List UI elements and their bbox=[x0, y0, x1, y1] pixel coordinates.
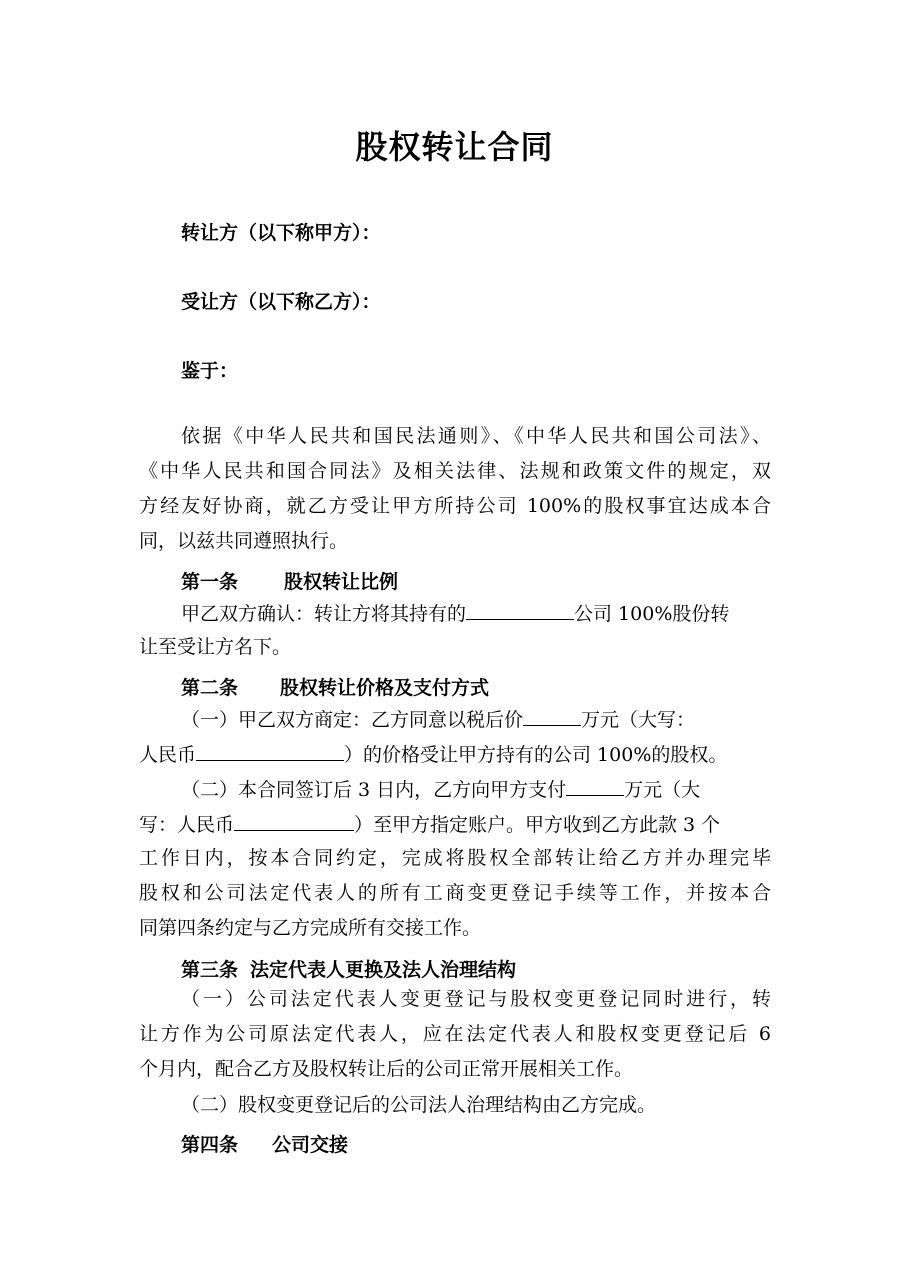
text-run: （一）甲乙双方商定：乙方同意以税后价 bbox=[181, 709, 524, 731]
article-2-heading bbox=[181, 673, 489, 700]
article-title: 公司交接 bbox=[272, 1134, 349, 1156]
text-run: （二）本合同签订后 3 日内，乙方向甲方支付 bbox=[181, 779, 567, 801]
article-3-line: 让方作为公司原法定代表人，应在法定代表人和股权变更登记后 6 bbox=[139, 1023, 771, 1045]
article-3-line: （一）公司法定代表人变更登记与股权变更登记同时进行，转 bbox=[181, 988, 771, 1010]
text-run: ）的价格受让甲方持有的公司 100%的股权。 bbox=[344, 744, 728, 766]
article-title: 股权转让比例 bbox=[284, 571, 399, 593]
text-run: 公司 100%股份转 bbox=[574, 603, 730, 625]
article-1-line: 让至受让方名下。 bbox=[139, 636, 292, 658]
text-run: 甲乙双方确认：转让方将其持有的 bbox=[181, 603, 467, 625]
payment-amount-blank[interactable] bbox=[566, 779, 624, 796]
article-1-heading bbox=[181, 567, 398, 594]
text-run: 人民币 bbox=[139, 744, 197, 766]
whereas-label: 鉴于： bbox=[181, 360, 239, 382]
transferee-label: 受让方（以下称乙方）： bbox=[181, 291, 381, 313]
article-title: 股权转让价格及支付方式 bbox=[280, 677, 490, 699]
preamble-line: 同，以兹共同遵照执行。 bbox=[139, 530, 349, 552]
article-2-line: 同第四条约定与乙方完成所有交接工作。 bbox=[139, 917, 482, 939]
article-3-heading bbox=[181, 955, 516, 982]
article-3-line: 个月内，配合乙方及股权转让后的公司正常开展相关工作。 bbox=[139, 1058, 634, 1080]
article-4-heading bbox=[181, 1130, 348, 1157]
article-1-line bbox=[181, 603, 771, 624]
article-title: 法定代表人更换及法人治理结构 bbox=[250, 959, 517, 981]
article-2-line: 股权和公司法定代表人的所有工商变更登记手续等工作，并按本合 bbox=[139, 882, 771, 904]
preamble-line: 方经友好协商，就乙方受让甲方所持公司 100%的股权事宜达成本合 bbox=[139, 495, 771, 517]
preamble-line: 《中华人民共和国合同法》及相关法律、法规和政策文件的规定，双 bbox=[139, 460, 771, 482]
article-2-line bbox=[139, 814, 771, 835]
article-number: 第一条 bbox=[181, 571, 239, 593]
article-2-line bbox=[181, 709, 771, 730]
payment-uppercase-blank[interactable] bbox=[234, 814, 354, 831]
transferor-label: 转让方（以下称甲方）： bbox=[181, 222, 381, 244]
document-title: 股权转让合同 bbox=[355, 128, 554, 166]
text-run: 万元（大 bbox=[624, 779, 701, 801]
price-amount-blank[interactable] bbox=[523, 709, 581, 726]
article-2-line bbox=[181, 779, 771, 800]
text-run: 写：人民币 bbox=[139, 814, 235, 836]
article-2-line: 工作日内，按本合同约定，完成将股权全部转让给乙方并办理完毕 bbox=[139, 847, 771, 869]
article-number: 第三条 bbox=[181, 959, 239, 981]
preamble-line: 依据《中华人民共和国民法通则》、《中华人民共和国公司法》、 bbox=[181, 425, 771, 447]
article-number: 第二条 bbox=[181, 677, 239, 699]
article-3-line: （二）股权变更登记后的公司法人治理结构由乙方完成。 bbox=[181, 1094, 657, 1116]
article-2-line bbox=[139, 744, 771, 765]
text-run: 万元（大写： bbox=[581, 709, 696, 731]
price-uppercase-blank[interactable] bbox=[196, 744, 344, 761]
article-number: 第四条 bbox=[181, 1134, 239, 1156]
text-run: ）至甲方指定账户。甲方收到乙方此款 3 个 bbox=[354, 814, 721, 836]
company-name-blank[interactable] bbox=[466, 603, 574, 620]
